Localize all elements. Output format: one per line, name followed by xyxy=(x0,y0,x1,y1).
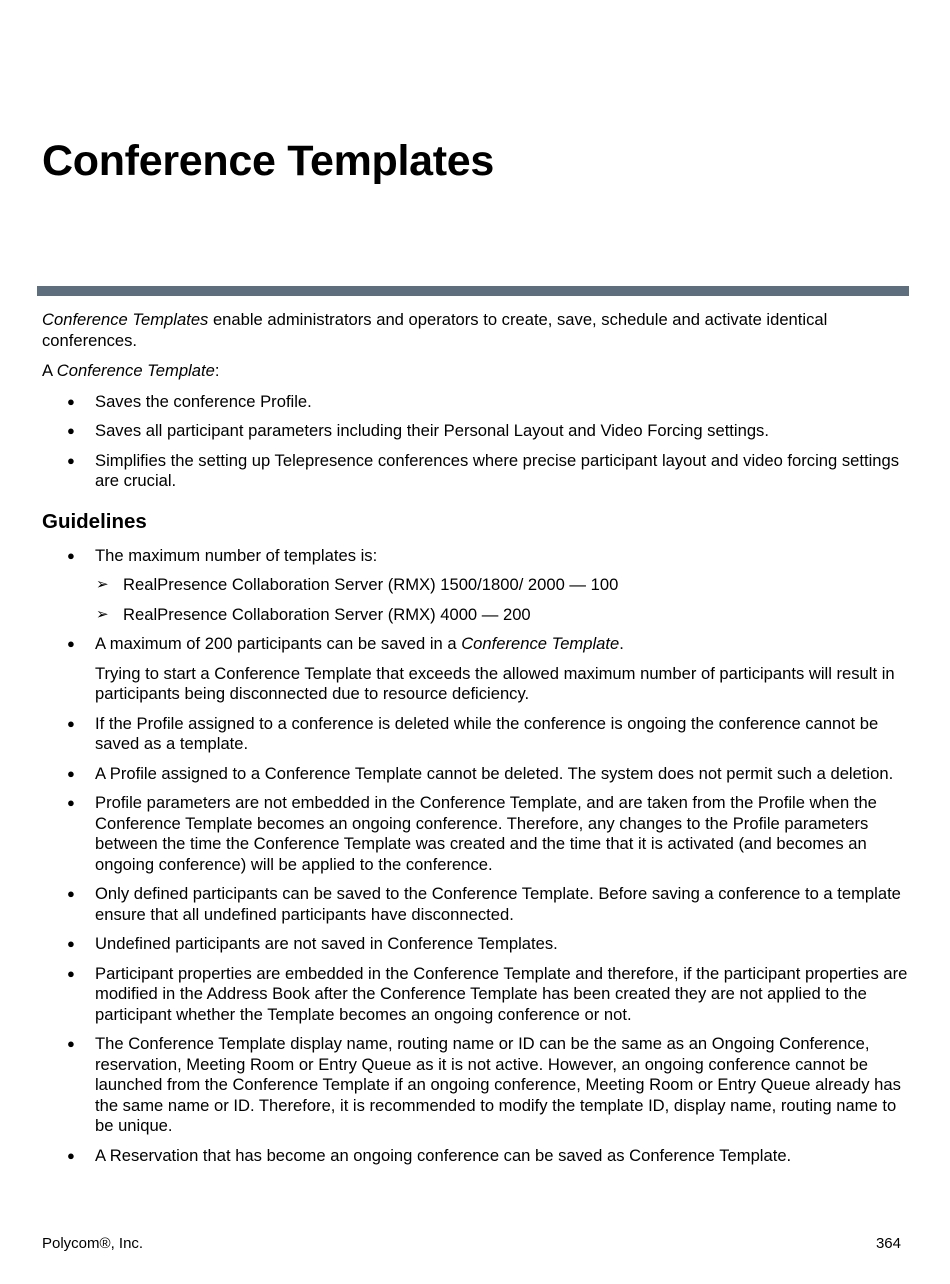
guideline-item: ● Participant properties are embedded in the Conference Template and therefore, if the participant properties are modified in the Address Book after the Conference Template has been created they are not applied to the participant whether the Template becomes an ongoing conference or not. xyxy=(42,964,908,1026)
guidelines-heading: Guidelines xyxy=(42,509,147,533)
intro-paragraph xyxy=(42,310,908,351)
definition-prefix: A xyxy=(42,361,57,380)
guideline-item: ● The Conference Template display name, routing name or ID can be the same as an Ongoing Conference, reservation, Meeting Room or Entry Queue as it is not active. However, an ongoing conference cannot be launched from the Conference Template if an ongoing conference, Meeting Room or Entry Queue already has the same name or ID. Therefore, it is recommended to modify the template ID, display name, routing name to be unique. xyxy=(42,1034,908,1137)
guideline-item: ● Undefined participants are not saved in Conference Templates. xyxy=(42,934,908,955)
title-divider xyxy=(37,286,909,296)
guideline-term: Conference Template xyxy=(461,634,620,653)
feature-item: ● Saves all participant parameters including their Personal Layout and Video Forcing settings. xyxy=(42,421,908,442)
guideline-item: ● Only defined participants can be saved to the Conference Template. Before saving a conference to a template ensure that all undefined participants have disconnected. xyxy=(42,884,908,925)
feature-list xyxy=(42,392,908,492)
definition-term: Conference Template xyxy=(56,361,215,380)
guideline-item: ● If the Profile assigned to a conference is deleted while the conference is ongoing the conference cannot be saved as a template. xyxy=(42,714,908,755)
guideline-max-participants xyxy=(42,634,908,705)
intro-text: enable administrators and operators to create, save, schedule and activate identical conferences. xyxy=(42,310,828,350)
footer-company: Polycom®, Inc. xyxy=(42,1235,144,1252)
guidelines-list xyxy=(42,546,908,1167)
guideline-item: ● A Reservation that has become an ongoing conference can be saved as Conference Template. xyxy=(42,1146,908,1167)
guideline-text: A maximum of 200 participants can be saved in a xyxy=(95,634,462,653)
intro-term: Conference Templates xyxy=(42,310,209,329)
definition-suffix: : xyxy=(214,361,220,380)
guideline-note: Trying to start a Conference Template that exceeds the allowed maximum number of participants will result in participants being disconnected due to resource deficiency. xyxy=(95,663,895,703)
page-title: Conference Templates xyxy=(42,137,495,185)
model-item: ➢ RealPresence Collaboration Server (RMX) 4000 — 200 xyxy=(95,605,908,626)
model-list xyxy=(95,575,908,625)
feature-item: ● Saves the conference Profile. xyxy=(42,392,908,413)
guideline-suffix: . xyxy=(619,634,624,653)
model-item: ➢ RealPresence Collaboration Server (RMX) 1500/1800/ 2000 — 100 xyxy=(95,575,908,596)
feature-item: ● Simplifies the setting up Telepresence conferences where precise participant layout and video forcing settings are crucial. xyxy=(42,451,908,492)
footer-page-number: 364 xyxy=(875,1235,901,1252)
guideline-item: ● Profile parameters are not embedded in the Conference Template, and are taken from the Profile when the Conference Template becomes an ongoing conference. Therefore, any changes to the Profile parameters between the time the Conference Template was created and the time that it is activated (and becomes an ongoing conference) will be applied to the conference. xyxy=(42,793,908,875)
guideline-text: The maximum number of templates is: xyxy=(95,545,378,565)
guideline-max-templates xyxy=(42,546,908,626)
guideline-item: ● A Profile assigned to a Conference Template cannot be deleted. The system does not permit such a deletion. xyxy=(42,764,908,785)
definition-line xyxy=(42,361,908,382)
document-body xyxy=(42,310,908,1175)
